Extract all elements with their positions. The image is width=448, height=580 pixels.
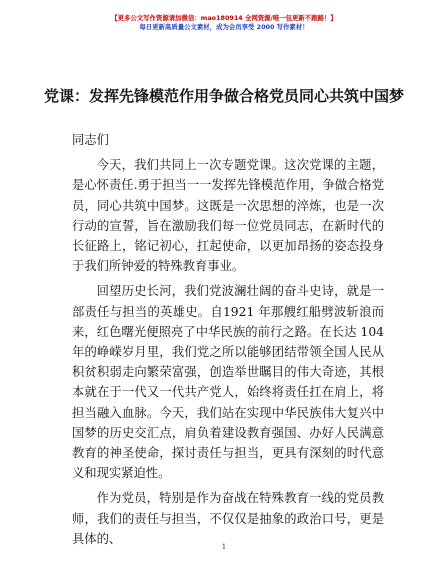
body-paragraph-3: 作为党员，特别是作为奋战在特殊教育一线的党员教师，我们的责任与担当，不仅仅是抽象的政治口号，更是具体的、	[72, 491, 384, 546]
salutation: 同志们	[72, 133, 109, 147]
body-paragraph-1: 今天，我们共同上一次专题党课。这次党课的主题，是心怀责任.勇于担当一一发挥先锋模范作用，争做合格党员，同心共筑中国梦。这既是一次思想的淬炼，也是一次行动的宣誓，旨在激励我们每一位党员同志，在新时代的长征路上，铭记初心，扛起使命，以更加昂扬的姿态投身于我们所钟爱的特殊教育事业。	[72, 158, 384, 274]
document-body	[72, 130, 384, 554]
promo-header-line1: 【更多公文写作资源请加微信：mao180914 全网资源/唯一包更新不跑路！】	[111, 14, 337, 22]
promo-header	[0, 14, 448, 32]
promo-header-line2: 每日更新高质量公文素材，成为会员享受 2000 写作素材！	[139, 23, 309, 31]
page-number: 1	[221, 543, 227, 551]
body-paragraph-2: 回望历史长河，我们党波澜壮阔的奋斗史诗，就是一部责任与担当的英雄史。自1921 年那艘红船劈波斩浪而来，红色曙光便照亮了中华民族的前行之路。在长达 104 年的峥嵘岁月里，我们党之所以能够团结带领全国人民从积贫积弱走向繁荣富强，创造举世瞩目的伟大奇迹，其根本就在于一代又一代共产党人，始终将责任扛在肩上，将担当融入血脉。今天，我们站在实现中华民族伟大复兴中国梦的历史交汇点，肩负着建设教育强国、办好人民满意教育的神圣使命，探讨责任与担当，更具有深刻的时代意义和现实紧迫性。	[72, 284, 384, 481]
document-title: 党课：发挥先锋模范作用争做合格党员同心共筑中国梦	[43, 87, 404, 105]
